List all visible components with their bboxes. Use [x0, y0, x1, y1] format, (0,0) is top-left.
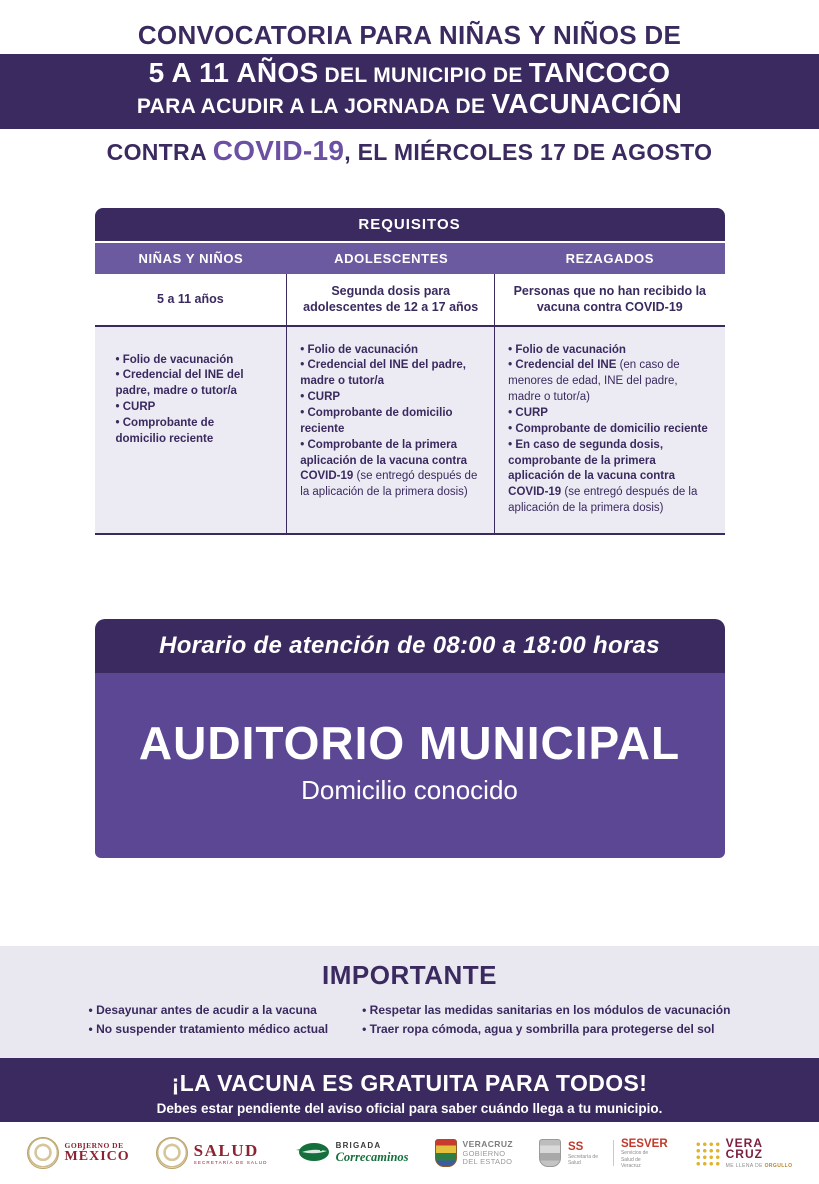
important-title: IMPORTANTE	[322, 960, 497, 991]
category-ninas-y-ninos: NIÑAS Y NIÑOS	[138, 251, 244, 266]
roadrunner-bird-icon	[294, 1140, 330, 1167]
brigada-line1: BRIGADA	[335, 1141, 382, 1151]
orgullo-line2: CRUZ	[725, 1147, 763, 1162]
important-item: • Traer ropa cómoda, agua y sombrilla para protegerse del sol	[362, 1020, 730, 1039]
important-section	[0, 946, 819, 1058]
category-adolescentes: ADOLESCENTES	[334, 251, 449, 266]
covid19-accent: COVID-19	[212, 135, 345, 166]
venue-address: Domicilio conocido	[301, 775, 518, 806]
orgullo-line1: VERA	[725, 1136, 763, 1151]
requisitos-category-row	[95, 243, 725, 274]
category-rezagados: REZAGADOS	[565, 251, 655, 266]
subtitle-ninas-y-ninos: 5 a 11 años	[95, 274, 288, 325]
venue-card	[95, 619, 725, 858]
important-item: • Respetar las medidas sanitarias en los módulos de vacunación	[362, 1001, 730, 1020]
header-line4-pre: CONTRA	[106, 139, 213, 165]
important-right-column	[362, 1001, 730, 1038]
header-municipality: TANCOCO	[528, 57, 671, 88]
banner-title: ¡LA VACUNA ES GRATUITA PARA TODOS!	[171, 1070, 648, 1097]
brigada-line2: Correcaminos	[335, 1149, 409, 1164]
requirement-item: • CURP	[508, 406, 711, 422]
requirements-ninas-y-ninos	[95, 327, 288, 533]
requirement-item: • Folio de vacunación	[116, 353, 266, 369]
free-vaccine-banner	[0, 1058, 819, 1122]
header-date: , EL MIÉRCOLES 17 DE AGOSTO	[344, 139, 713, 165]
vge-line1: VERACRUZ	[462, 1138, 513, 1149]
header-line2-mid: DEL MUNICIPIO DE	[318, 64, 529, 87]
header-line1	[0, 0, 819, 50]
logo-veracruz-orgullo	[694, 1138, 793, 1169]
header-line1-text: CONVOCATORIA PARA NIÑAS Y NIÑOS DE	[137, 20, 682, 50]
header-line3-pre: PARA ACUDIR A LA JORNADA DE	[136, 95, 492, 118]
requirement-item: • En caso de segunda dosis, comprobante de la primera aplicación de la vacuna contra COVID-19 (se entregó después de la aplicación de la primera dosis)	[508, 438, 711, 517]
footer-logos	[0, 1122, 819, 1184]
sesver-abbr: SESVER	[620, 1137, 668, 1150]
gob-mx-line1: GOBIERNO DE	[64, 1141, 124, 1151]
requirements-rezagados	[495, 327, 724, 533]
requirement-item: • Comprobante de domicilio reciente	[116, 416, 266, 448]
ss-abbr: SS	[567, 1140, 584, 1153]
header-band	[0, 54, 819, 129]
logo-gobierno-de-mexico	[27, 1137, 130, 1169]
header-line2	[0, 59, 819, 90]
vge-line3: DEL ESTADO	[462, 1157, 513, 1167]
ss-crest-icon	[539, 1139, 561, 1167]
requirements-adolescentes	[287, 327, 495, 533]
logo-brigada-correcaminos	[294, 1140, 409, 1167]
veracruz-crest-icon	[435, 1139, 457, 1167]
header-line4	[0, 134, 819, 168]
requirement-item: • Credencial del INE (en caso de menores de edad, INE del padre, madre o tutor/a)	[508, 358, 711, 406]
venue-schedule: Horario de atención de 08:00 a 18:00 horas	[95, 619, 725, 673]
requisitos-table	[95, 208, 725, 535]
requirement-item: • Comprobante de domicilio reciente	[508, 422, 711, 438]
orgullo-tagline: ME LLENA DE ORGULLO	[725, 1162, 793, 1169]
salud-subtitle: SECRETARÍA DE SALUD	[193, 1159, 268, 1165]
logo-ss-sesver	[539, 1138, 668, 1169]
requirement-item: • Comprobante de domicilio reciente	[300, 406, 481, 438]
important-columns	[0, 1001, 819, 1038]
requirement-item: • Folio de vacunación	[508, 343, 711, 359]
sesver-subtitle: Servicios de Salud de Veracruz	[620, 1150, 649, 1169]
header-vacunacion: VACUNACIÓN	[491, 88, 683, 119]
gob-mx-line2: MÉXICO	[64, 1149, 130, 1165]
important-left-column	[89, 1001, 329, 1038]
important-item: • Desayunar antes de acudir a la vacuna	[89, 1001, 329, 1020]
subtitle-rezagados: Personas que no han recibido la vacuna contra COVID-19	[513, 284, 707, 315]
requisitos-title: REQUISITOS	[95, 208, 725, 241]
requisitos-subtitle-row	[95, 274, 725, 325]
requirement-item: • Folio de vacunación	[300, 343, 481, 359]
venue-name: AUDITORIO MUNICIPAL	[138, 716, 681, 769]
logo-veracruz-gobierno-del-estado	[435, 1139, 513, 1167]
requisitos-body-row	[95, 325, 725, 535]
ss-subtitle: Secretaría de Salud	[567, 1153, 598, 1166]
subtitle-adolescentes: Segunda dosis para adolescentes de 12 a 17 años	[287, 274, 495, 325]
banner-subtitle: Debes estar pendiente del aviso oficial para saber cuándo llega a tu municipio.	[156, 1101, 663, 1117]
header-line3	[0, 90, 819, 121]
vge-line2: GOBIERNO	[462, 1148, 506, 1158]
requirement-item: • CURP	[300, 390, 481, 406]
salud-title: SALUD	[193, 1140, 259, 1160]
requirement-item: • Credencial del INE del padre, madre o tutor/a	[116, 368, 266, 400]
salud-eagle-seal-icon	[156, 1137, 188, 1169]
mexico-eagle-seal-icon	[27, 1137, 59, 1169]
header-age-range: 5 A 11 AÑOS	[148, 57, 319, 88]
logo-secretaria-de-salud	[156, 1137, 268, 1169]
logo-divider	[613, 1140, 614, 1166]
veracruz-flower-pattern-icon	[694, 1140, 720, 1166]
requirement-item: • CURP	[116, 400, 266, 416]
requirement-item: • Credencial del INE del padre, madre o tutor/a	[300, 358, 481, 390]
venue-body	[95, 673, 725, 858]
requirement-item: • Comprobante de la primera aplicación de la vacuna contra COVID-19 (se entregó después de la aplicación de la primera dosis)	[300, 438, 481, 501]
important-item: • No suspender tratamiento médico actual	[89, 1020, 329, 1039]
